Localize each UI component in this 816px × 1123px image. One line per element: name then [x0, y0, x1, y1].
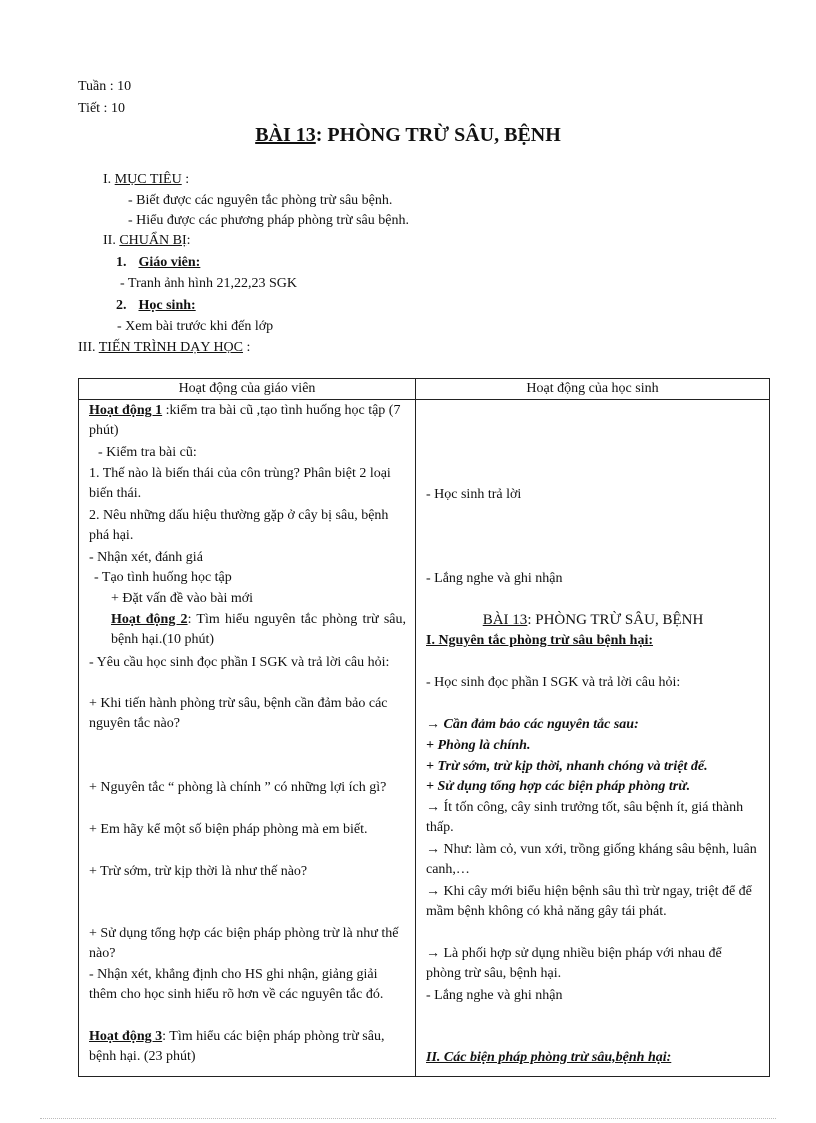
- activity-3: [89, 1027, 406, 1067]
- teacher-line: + Khi tiến hành phòng trừ sâu, bệnh cần đảm bảo các nguyên tắc nào?: [89, 696, 388, 731]
- teacher-activity-cell: [79, 400, 416, 1077]
- student-line: + Phòng là chính.: [426, 738, 531, 753]
- student-line: - Lắng nghe và ghi nhận: [426, 571, 563, 586]
- student-line: + Sử dụng tổng hợp các biện pháp phòng trừ.: [426, 779, 691, 794]
- activity-label: Hoạt động 3: [89, 1029, 163, 1044]
- section-process-heading: [78, 338, 250, 358]
- teacher-line: - Nhận xét, khẳng định cho HS ghi nhận, giảng giải thêm cho học sinh hiểu rõ hơn về các nguyên tắc đó.: [89, 967, 384, 1002]
- page-footer-divider: [40, 1118, 776, 1119]
- activity-2: [111, 610, 406, 650]
- student-line: → Cần đảm bảo các nguyên tắc sau:: [426, 717, 639, 732]
- activity-text: :kiểm tra bài cũ ,tạo tình huống học tập (7 phút): [89, 403, 401, 438]
- student-prep-heading: [116, 296, 196, 316]
- student-line: - Học sinh trả lời: [426, 487, 522, 502]
- section-suffix: :: [181, 172, 190, 187]
- teacher-line: - Tạo tình huống học tập: [94, 570, 232, 585]
- section-number: III.: [78, 340, 99, 355]
- section-preparation-heading: [103, 231, 191, 251]
- activity-label: Hoạt động 1: [89, 403, 163, 418]
- section-title: CHUẨN BỊ: [119, 233, 187, 248]
- activity-text: : Tìm hiểu các biện pháp phòng trừ sâu, bệnh hại. (23 phút): [89, 1029, 385, 1064]
- period-label: Tiết : 10: [78, 101, 125, 116]
- lesson-name: : PHÒNG TRỪ SÂU, BỆNH: [527, 612, 704, 628]
- list-number: 2.: [116, 298, 127, 313]
- teacher-line: + Nguyên tắc “ phòng là chính ” có những lợi ích gì?: [89, 780, 387, 795]
- student-activity-cell: [416, 400, 770, 1077]
- teacher-line: + Đặt vấn đề vào bài mới: [111, 591, 254, 606]
- activity-text: : Tìm hiểu nguyên tắc phòng trừ sâu, bệnh hại.(10 phút): [111, 612, 406, 647]
- teacher-label: Giáo viên:: [138, 255, 201, 270]
- activity-1: [89, 401, 406, 441]
- student-column-header: Hoạt động của học sinh: [416, 379, 770, 400]
- section-number: I.: [103, 172, 115, 187]
- objective-item: - Biết được các nguyên tắc phòng trừ sâu bệnh.: [128, 193, 393, 208]
- section-title: MỤC TIÊU: [114, 172, 182, 187]
- student-label: Học sinh:: [138, 298, 196, 313]
- week-label: Tuần : 10: [78, 79, 132, 94]
- lesson-title: [426, 610, 760, 630]
- teacher-line: + Sử dụng tổng hợp các biện pháp phòng trừ là như thế nào?: [89, 926, 399, 961]
- lesson-number: BÀI 13: [482, 612, 528, 628]
- activity-label: Hoạt động 2: [111, 612, 188, 627]
- teacher-line: - Nhận xét, đánh giá: [89, 550, 203, 565]
- student-line: - Học sinh đọc phần I SGK và trả lời câu hỏi:: [426, 675, 681, 690]
- student-line: - Lắng nghe và ghi nhận: [426, 988, 563, 1003]
- student-prep-item: - Xem bài trước khi đến lớp: [117, 319, 274, 334]
- table-header-row: [79, 379, 770, 400]
- student-subheading: I. Nguyên tắc phòng trừ sâu bệnh hại:: [426, 633, 654, 648]
- page-title: [0, 122, 816, 148]
- teacher-line: + Trừ sớm, trừ kịp thời là như thế nào?: [89, 864, 308, 879]
- student-line: → Như: làm cỏ, vun xới, trồng giống kháng sâu bệnh, luân canh,…: [426, 842, 757, 877]
- student-subheading: II. Các biện pháp phòng trừ sâu,bệnh hại:: [426, 1050, 672, 1065]
- title-lesson-name: : PHÒNG TRỪ SÂU, BỆNH: [315, 124, 561, 146]
- section-objectives-heading: [103, 170, 189, 190]
- student-line: + Trừ sớm, trừ kịp thời, nhanh chóng và triệt để.: [426, 759, 708, 774]
- section-number: II.: [103, 233, 120, 248]
- list-number: 1.: [116, 255, 127, 270]
- section-suffix: :: [186, 233, 191, 248]
- student-line: → Là phối hợp sử dụng nhiều biện pháp với nhau để phòng trừ sâu, bệnh hại.: [426, 946, 722, 981]
- section-title: TIẾN TRÌNH DẠY HỌC: [98, 340, 243, 355]
- student-line: → Ít tốn công, cây sinh trưởng tốt, sâu bệnh ít, giá thành thấp.: [426, 800, 744, 835]
- section-suffix: :: [243, 340, 251, 355]
- teacher-line: + Em hãy kể một số biện pháp phòng mà em biết.: [89, 822, 368, 837]
- teacher-prep-item: - Tranh ảnh hình 21,22,23 SGK: [120, 276, 297, 291]
- title-lesson-number: BÀI 13: [255, 124, 316, 146]
- teacher-line: 1. Thế nào là biến thái của côn trùng? Phân biệt 2 loại biến thái.: [89, 466, 391, 501]
- teacher-column-header: Hoạt động của giáo viên: [79, 379, 416, 400]
- teacher-prep-heading: [116, 253, 200, 273]
- student-line: → Khi cây mới biểu hiện bệnh sâu thì trừ ngay, triệt để để mầm bệnh không có khả năng gây tái phát.: [426, 884, 752, 919]
- teacher-line: - Kiểm tra bài cũ:: [98, 445, 197, 460]
- table-row: [79, 400, 770, 1077]
- objective-item: - Hiểu được các phương pháp phòng trừ sâu bệnh.: [128, 213, 409, 228]
- lesson-plan-table: [78, 378, 770, 1077]
- teacher-line: - Yêu cầu học sinh đọc phần I SGK và trả lời câu hỏi:: [89, 655, 390, 670]
- teacher-line: 2. Nêu những dấu hiệu thường gặp ở cây bị sâu, bệnh phá hại.: [89, 508, 389, 543]
